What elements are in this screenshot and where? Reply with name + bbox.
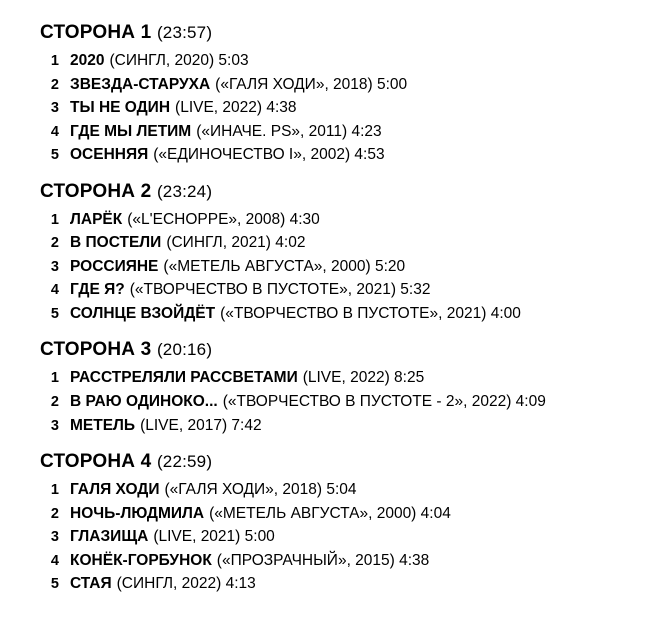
track-number: 2 — [50, 505, 59, 522]
track-meta: («ТВОРЧЕСТВО В ПУСТОТЕ - 2», 2022) 4:09 — [222, 393, 546, 411]
side-heading — [40, 181, 670, 203]
track-row — [40, 302, 670, 326]
track-title: НОЧЬ-ЛЮДМИЛА — [70, 504, 205, 522]
track-title: 2020 — [70, 52, 105, 69]
track-meta: («ГАЛЯ ХОДИ», 2018) 5:00 — [215, 75, 408, 93]
track-row — [40, 96, 670, 120]
track-title: ЗВЕЗДА-СТАРУХА — [70, 75, 211, 93]
track-number: 1 — [50, 53, 59, 69]
track-row — [40, 208, 670, 232]
side-block — [40, 181, 670, 326]
track-meta: («ЕДИНОЧЕСТВО I», 2002) 4:53 — [153, 146, 385, 164]
track-title: ГАЛЯ ХОДИ — [70, 481, 160, 499]
track-number: 2 — [50, 235, 59, 252]
side-block — [40, 22, 670, 167]
track-number: 1 — [50, 482, 59, 499]
track-meta: («МЕТЕЛЬ АВГУСТА», 2000) 5:20 — [163, 257, 406, 275]
side-heading — [40, 451, 670, 473]
side-block — [40, 451, 670, 596]
track-row — [40, 414, 670, 438]
track-meta: («ГАЛЯ ХОДИ», 2018) 5:04 — [164, 481, 357, 499]
side-title: СТОРОНА 2 — [40, 180, 152, 202]
side-heading — [40, 339, 670, 361]
track-title: РАССТРЕЛЯЛИ РАССВЕТАМИ — [70, 369, 298, 387]
track-row — [40, 478, 670, 502]
track-row — [40, 366, 670, 390]
track-title: МЕТЕЛЬ — [70, 416, 136, 434]
track-number: 1 — [50, 370, 59, 387]
track-title: СТАЯ — [70, 575, 112, 593]
track-meta: (LIVE, 2022) 8:25 — [302, 369, 425, 387]
track-title: РОССИЯНЕ — [70, 257, 159, 275]
track-meta: («МЕТЕЛЬ АВГУСТА», 2000) 4:04 — [209, 504, 451, 522]
track-row — [40, 278, 670, 302]
track-row — [40, 549, 670, 573]
track-title: ОСЕННЯЯ — [70, 146, 149, 164]
side-heading — [40, 22, 670, 44]
track-number: 3 — [50, 417, 59, 434]
track-row — [40, 502, 670, 526]
side-block — [40, 339, 670, 437]
track-title: ЛАРЁК — [70, 210, 123, 228]
track-number: 5 — [50, 147, 59, 164]
side-duration: (22:59) — [156, 452, 213, 472]
track-row — [40, 49, 670, 73]
track-number: 3 — [50, 258, 59, 275]
track-number: 4 — [50, 123, 59, 140]
track-meta: («ТВОРЧЕСТВО В ПУСТОТЕ», 2021) 4:00 — [220, 304, 521, 322]
track-row — [40, 525, 670, 549]
track-meta: («L'ECHOPPE», 2008) 4:30 — [127, 210, 320, 228]
track-title: СОЛНЦЕ ВЗОЙДЁТ — [70, 304, 216, 322]
track-number: 5 — [50, 305, 59, 322]
track-title: КОНЁК-ГОРБУНОК — [70, 551, 212, 569]
track-meta: («ПРОЗРАЧНЫЙ», 2015) 4:38 — [216, 551, 430, 569]
track-title: ТЫ НЕ ОДИН — [70, 99, 171, 117]
track-number: 3 — [50, 529, 59, 546]
side-title: СТОРОНА 1 — [40, 22, 152, 43]
track-title: ГДЕ Я? — [70, 281, 125, 299]
track-title: ГЛАЗИЩА — [70, 528, 149, 546]
track-row — [40, 231, 670, 255]
track-meta: (СИНГЛ, 2022) 4:13 — [116, 575, 256, 593]
track-row — [40, 73, 670, 97]
track-meta: (СИНГЛ, 2020) 5:03 — [109, 52, 249, 69]
side-duration: (23:24) — [156, 181, 213, 201]
track-number: 4 — [50, 552, 59, 569]
track-meta: (LIVE, 2017) 7:42 — [140, 416, 262, 434]
track-number: 3 — [50, 100, 59, 117]
track-number: 4 — [50, 282, 59, 299]
track-meta: («ТВОРЧЕСТВО В ПУСТОТЕ», 2021) 5:32 — [129, 281, 431, 299]
track-meta: (LIVE, 2021) 5:00 — [153, 528, 275, 546]
track-number: 1 — [50, 211, 59, 228]
track-title: В РАЮ ОДИНОКО... — [70, 393, 218, 411]
track-title: В ПОСТЕЛИ — [70, 234, 162, 252]
side-title: СТОРОНА 3 — [40, 339, 152, 361]
track-row — [40, 572, 670, 596]
side-duration: (23:57) — [156, 23, 213, 42]
track-meta: (LIVE, 2022) 4:38 — [175, 99, 297, 117]
track-row — [40, 143, 670, 167]
side-duration: (20:16) — [156, 340, 213, 360]
track-row — [40, 390, 670, 414]
side-title: СТОРОНА 4 — [40, 451, 152, 473]
track-number: 5 — [50, 576, 59, 593]
track-title: ГДЕ МЫ ЛЕТИМ — [70, 122, 192, 140]
track-meta: («ИНАЧЕ. PS», 2011) 4:23 — [196, 122, 382, 140]
track-row — [40, 120, 670, 144]
track-number: 2 — [50, 394, 59, 411]
track-row — [40, 255, 670, 279]
track-meta: (СИНГЛ, 2021) 4:02 — [166, 234, 306, 252]
track-number: 2 — [50, 76, 59, 93]
